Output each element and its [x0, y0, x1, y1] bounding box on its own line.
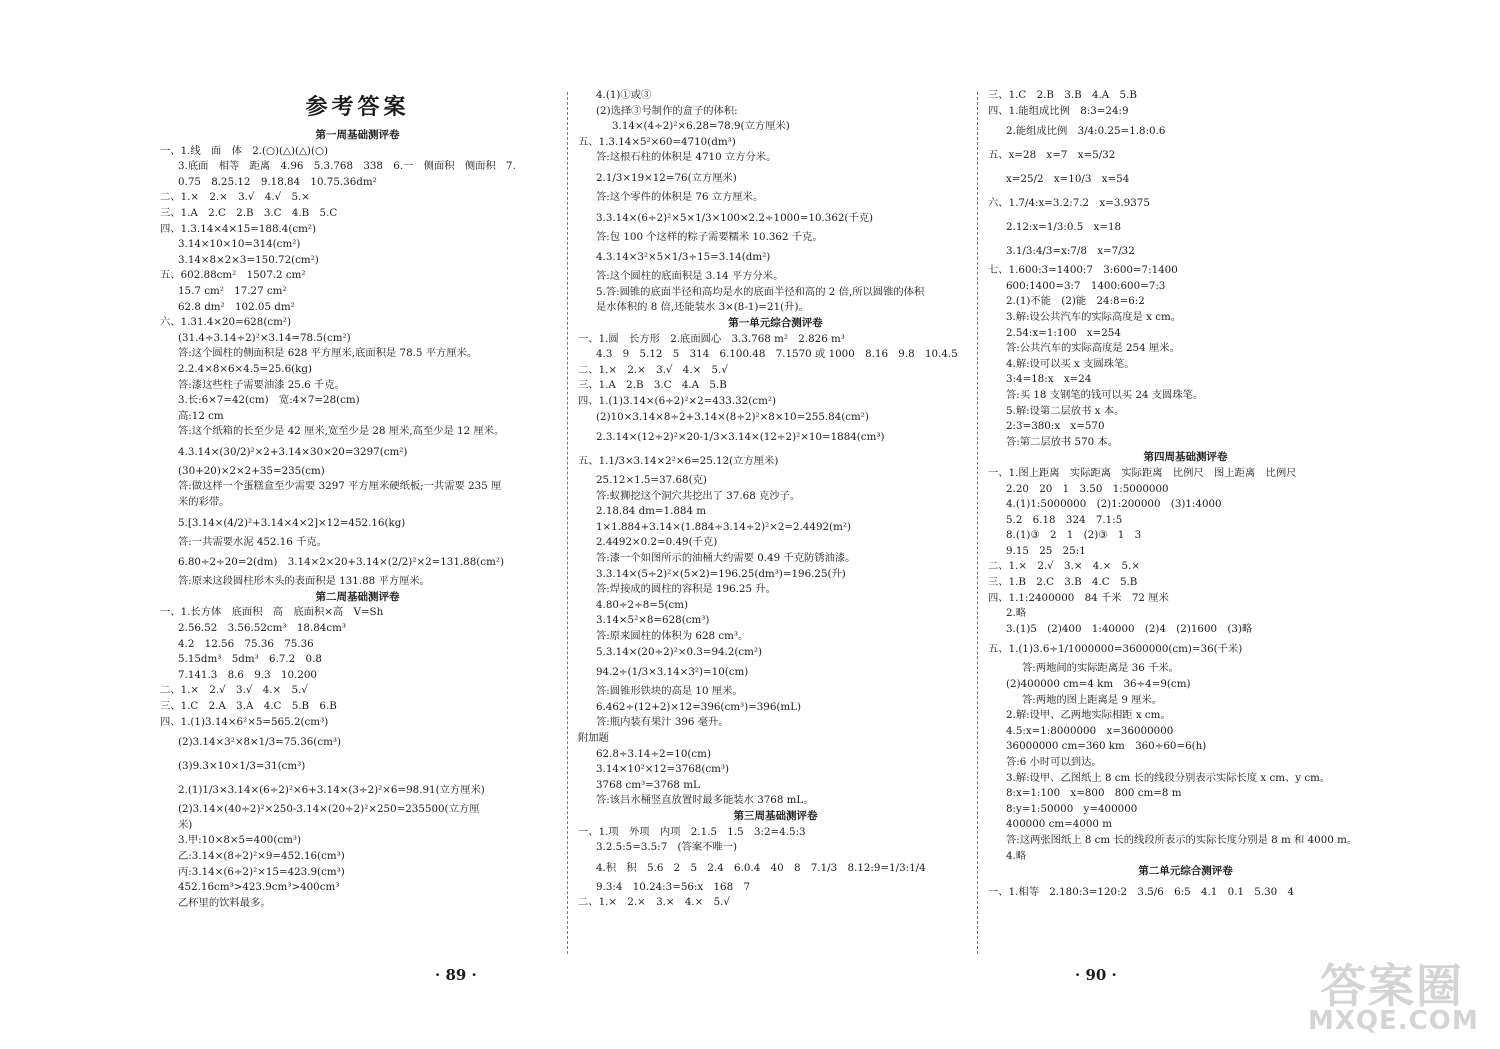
page-title: 参考答案	[305, 95, 410, 120]
answer-line: 5.[3.14×(4/2)²+3.14×4×2]×12=452.16(kg)	[178, 516, 406, 529]
answer-line: 一、1.相等 2.180:3=120:2 3.5/6 6:5 4.1 0.1 5.30 4	[988, 885, 1295, 898]
answer-line: 二、1.× 2.× 3.× 4.× 5.√	[578, 896, 730, 909]
answer-line: 一、1.圆 长方形 2.底面圆心 3.3.768 m² 2.826 m³	[578, 332, 845, 345]
section-heading: 第二周基础测评卷	[315, 590, 400, 603]
answer-line: 答:这根石柱的体积是 4710 立方分米。	[596, 151, 777, 164]
answer-line: 六、1.31.4×20=628(cm²)	[160, 316, 292, 329]
answer-line: 62.8÷3.14÷2=10(cm)	[596, 747, 711, 760]
answer-line: 答:该吕水桶竖直放置时最多能装水 3768 mL。	[596, 794, 814, 807]
answer-line: 五、1.1/3×3.14×2²×6=25.12(立方厘米)	[578, 455, 779, 468]
answer-line: 3.1/3:4/3=x:7/8 x=7/32	[1006, 245, 1135, 258]
answer-line: 二、1.× 2.× 3.√ 4.× 5.√	[578, 363, 728, 376]
answer-line: 五、x=28 x=7 x=5/32	[988, 149, 1116, 162]
answer-line: 三、1.A 2.C 2.B 3.C 4.B 5.C	[160, 206, 338, 219]
answer-line: 8:x=1:100 x=800 800 cm=8 m	[1006, 787, 1182, 800]
answer-line: 2.2.4×8×6×4.5=25.6(kg)	[178, 362, 312, 375]
answer-line: 三、1.C 2.B 3.B 4.A 5.B	[988, 89, 1137, 101]
section-heading: 第三周基础测评卷	[733, 809, 818, 822]
answer-line: 3.14×5²×8=628(cm³)	[596, 614, 710, 627]
answer-line: 答:焊接成的圆柱的容积是 196.25 升。	[596, 583, 776, 596]
section-heading: 第一周基础测评卷	[315, 129, 400, 141]
answer-line: 4.积 积 5.6 2 5 2.4 6.0.4 40 8 7.1/3 8.12:9=1/3:1/4	[596, 861, 926, 874]
answer-line: 3.14×8×2×3=150.72(cm²)	[178, 253, 319, 266]
answer-line: (31.4÷3.14÷2)²×3.14=78.5(cm²)	[178, 331, 351, 344]
answer-line: 9.15 25 25:1	[1006, 544, 1086, 557]
answer-line: 答:6 小时可以到达。	[1006, 756, 1102, 768]
answer-line: 2.4492×0.2=0.49(千克)	[596, 536, 718, 549]
answer-line: 4.(1)①或③	[596, 89, 652, 101]
page-number-left: · 89 ·	[435, 966, 477, 984]
answer-line: 4.3 9 5.12 5 314 6.100.48 7.1570 或 1000 8.16 9.8 10.4.5	[596, 348, 958, 361]
answer-line: 答:这个圆柱的底面积是 3.14 平方分米。	[596, 270, 784, 283]
page-number-right: · 90 ·	[1075, 966, 1117, 984]
answer-line: 七、1.600:3=1400:7 3:600=7:1400	[988, 264, 1178, 277]
answer-line: 4.2 12.56 75.36 75.36	[178, 637, 314, 650]
answer-line: 答:原来这段圆柱形木头的表面积是 131.88 平方厘米。	[178, 575, 430, 588]
answer-line: 米)	[178, 818, 193, 831]
answer-line: 9.3:4 10.24:3=56:x 168 7	[596, 880, 750, 893]
answer-line: 7.141.3 8.6 9.3 10.200	[178, 668, 317, 681]
answer-line: 二、1.× 2.√ 3.√ 4.× 5.√	[160, 684, 308, 697]
answer-line: 3.14×10²×12=3768(cm³)	[596, 763, 730, 776]
answer-line: (2)3.14×(40÷2)²×250-3.14×(20÷2)²×250=235500(立方厘	[178, 803, 480, 816]
answer-line: 三、1.A 2.B 3.C 4.A 5.B	[578, 379, 727, 392]
answer-line: 6.80÷2÷20=2(dm) 3.14×2×20+3.14×(2/2)²×2=131.88(cm²)	[178, 556, 504, 569]
answer-line: (3)9.3×10×1/3=31(cm³)	[178, 760, 306, 773]
answer-line: (2)400000 cm=4 km 36÷4=9(cm)	[1006, 678, 1191, 691]
column-divider	[567, 92, 568, 954]
answer-line: 答:第二层放书 570 本。	[1006, 435, 1119, 448]
answer-line: 四、1.3.14×4×15=188.4(cm²)	[160, 222, 317, 235]
answer-line: 答:漆这些柱子需要油漆 25.6 千克。	[178, 378, 345, 391]
answer-line: 2.能组成比例 3/4:0.25=1.8:0.6	[1006, 125, 1166, 138]
answer-line: 答:原来圆柱的体积为 628 cm³。	[596, 630, 749, 643]
answer-line: (2)3.14×3²×8×1/3=75.36(cm³)	[178, 736, 341, 749]
answer-column-right	[988, 88, 1383, 904]
answer-line: 2.12:x=1/3:0.5 x=18	[1006, 221, 1122, 234]
answer-line: 3.(1)5 (2)400 1:40000 (2)4 (2)1600 (3)略	[1006, 622, 1253, 635]
answer-line: 答:这个圆柱的侧面积是 628 平方厘米,底面积是 78.5 平方厘米。	[178, 347, 478, 360]
answer-line: 答:买 18 支钢笔的钱可以买 24 支圆珠笔。	[1006, 388, 1204, 401]
answer-line: 三、1.B 2.C 3.B 4.C 5.B	[988, 576, 1138, 589]
answer-line: 答:包 100 个这样的粽子需要糯米 10.362 千克。	[596, 230, 823, 243]
answer-line: 8.(1)③ 2 1 (2)③ 1 3	[1006, 529, 1142, 542]
answer-line: (2)10×3.14×8÷2+3.14×(8÷2)²×8×10=255.84(cm²)	[596, 410, 869, 423]
answer-line: 3.解:设甲、乙图纸上 8 cm 长的线段分别表示实际长度 x cm、y cm。	[1006, 771, 1331, 784]
answer-line: 2.(1)1/3×3.14×(6÷2)²×6+3.14×(3÷2)²×6=98.91(立方厘米)	[178, 784, 485, 797]
answer-line: 0.75 8.25.12 9.18.84 10.75.36dm²	[178, 175, 377, 188]
answer-line: 15.7 cm² 17.27 cm²	[178, 284, 287, 297]
answer-line: 一、1.线 面 体 2.(○)(△)(△)(○)	[160, 144, 328, 157]
answer-line: 附加题	[578, 732, 609, 744]
answer-line: 六、1.7/4:x=3.2:7.2 x=3.9375	[988, 197, 1150, 210]
watermark-url: MXQE.COM	[1308, 1006, 1479, 1036]
answer-line: 3.甲:10×8×5=400(cm³)	[178, 834, 302, 847]
answer-line: 4.略	[1006, 849, 1027, 862]
answer-line: 一、1.图上距离 实际距离 实际距离 比例尺 图上距离 比例尺	[988, 466, 1297, 479]
answer-line: 一、1.长方体 底面积 高 底面积×高 V=Sh	[160, 606, 384, 619]
answer-line: 2.56.52 3.56.52cm³ 18.84cm³	[178, 622, 346, 635]
answer-line: 2.略	[1006, 607, 1027, 620]
answer-line: 4.3.14×(30/2)²×2+3.14×30×20=3297(cm²)	[178, 445, 408, 458]
column-divider	[977, 92, 978, 954]
answer-line: 答:瓶内装有果汁 396 毫升。	[596, 716, 729, 729]
answer-line: 5.3.14×(20÷2)²×0.3=94.2(cm²)	[596, 645, 763, 658]
answer-line: 5.2 6.18 324 7.1:5	[1006, 513, 1123, 526]
answer-column-left	[160, 88, 555, 911]
answer-line: 2.18.84 dm=1.884 m	[596, 505, 707, 518]
section-heading: 第四周基础测评卷	[1143, 451, 1228, 464]
answer-line: 2:3=380:x x=570	[1006, 420, 1105, 433]
answer-line: 8:y=1:50000 y=400000	[1006, 802, 1138, 815]
watermark-logo	[1300, 950, 1490, 1040]
answer-line: 四、1.能组成比例 8:3=24:9	[988, 104, 1129, 117]
answer-line: 四、1.1:2400000 84 千米 72 厘米	[988, 591, 1169, 604]
answer-line: x=25/2 x=10/3 x=54	[1006, 173, 1130, 186]
answer-line: 4.80÷2÷8=5(cm)	[596, 598, 689, 611]
answer-line: 答:一共需要水泥 452.16 千克。	[178, 535, 328, 548]
answer-line: 3.3.14×(5÷2)²×(5×2)=196.25(dm³)=196.25(升)	[596, 567, 846, 580]
answer-line: 3.解:设公共汽车的实际高度是 x cm。	[1006, 310, 1182, 323]
answer-line: 2.(1)不能 (2)能 24:8=6:2	[1006, 295, 1145, 308]
answer-line: 答:两地的图上距离是 9 厘米。	[1022, 693, 1163, 706]
answer-line: 452.16cm³>423.9cm³>400cm³	[178, 881, 340, 894]
answer-line: 3.14×(4÷2)²×6.28=78.9(立方厘米)	[612, 120, 790, 133]
answer-line: 1×1.884+3.14×(1.884÷3.14÷2)²×2=2.4492(m²)	[596, 520, 851, 533]
answer-line: 乙:3.14×(8÷2)²×9=452.16(cm³)	[178, 849, 345, 862]
answer-line: 3768 cm³=3768 mL	[596, 778, 700, 791]
answer-line: 三、1.C 2.A 3.A 4.C 5.B 6.B	[160, 700, 337, 712]
answer-line: 36000000 cm=360 km 360÷60=6(h)	[1006, 740, 1207, 753]
answer-line: 4.解:设可以买 x 支圆珠笔。	[1006, 357, 1135, 370]
answer-line: 94.2÷(1/3×3.14×3²)=10(cm)	[596, 666, 749, 679]
watermark-text: 答案圈	[1320, 959, 1464, 1013]
answer-line: 4.(1)1:5000000 (2)1:200000 (3)1:4000	[1006, 498, 1222, 511]
answer-line: 6.462÷(12+2)×12=396(cm³)=396(mL)	[596, 700, 802, 713]
answer-line: 四、1.(1)3.14×6²×5=565.2(cm³)	[160, 715, 329, 728]
answer-line: 答:圆锥形铁块的高是 10 厘米。	[596, 685, 743, 698]
answer-line: 3.2.5:5=3.5:7 (答案不唯一)	[596, 841, 738, 854]
section-heading: 第一单元综合测评卷	[728, 316, 823, 329]
answer-line: 5.15dm³ 5dm³ 6.7.2 0.8	[178, 653, 322, 666]
answer-line: 3.3.14×(6÷2)²×5×1/3×100×2.2÷1000=10.362(千克)	[596, 211, 874, 224]
answer-line: 五、1.3.14×5²×60=4710(dm³)	[578, 135, 736, 148]
answer-line: 3.底面 相等 距离 4.96 5.3.768 338 6.一 侧面积 侧面积 7.	[178, 160, 516, 173]
answer-line: 4.5:x=1:8000000 x=36000000	[1006, 724, 1174, 737]
answer-line: 答:蚁狮挖这个洞穴共挖出了 37.68 克沙子。	[596, 489, 801, 502]
answer-column-middle	[578, 88, 973, 911]
section-heading: 第二单元综合测评卷	[1138, 865, 1233, 878]
answer-line: 高:12 cm	[178, 409, 224, 422]
answer-line: 2.54:x=1:100 x=254	[1006, 326, 1121, 339]
answer-line: 2.1/3×19×12=76(立方厘米)	[596, 171, 737, 184]
answer-line: 2.3.14×(12÷2)²×20-1/3×3.14×(12÷2)²×10=1884(cm³)	[596, 431, 885, 444]
answer-line: 五、1.(1)3.6÷1/1000000=3600000(cm)=36(千米)	[988, 643, 1243, 656]
answer-line: 答:做这样一个蛋糕盒至少需要 3297 平方厘米硬纸板;一共需要 235 厘	[178, 480, 502, 493]
answer-line: 乙杯里的饮料最多。	[178, 896, 271, 909]
answer-line: 答:漆一个如图所示的油桶大约需要 0.49 千克防锈油漆。	[596, 552, 856, 565]
answer-line: 2.20 20 1 3.50 1:5000000	[1006, 482, 1169, 495]
answer-line: 2.解:设甲、乙两地实际相距 x cm。	[1006, 709, 1171, 722]
answer-line: 答:两地间的实际距离是 36 千米。	[1022, 662, 1179, 675]
answer-line: 五、602.88cm² 1507.2 cm²	[160, 269, 306, 282]
answer-line: (30+20)×2×2+35=235(cm)	[178, 464, 325, 477]
answer-line: 5.解:设第二层放书 x 本。	[1006, 404, 1125, 417]
answer-line: 400000 cm=4000 m	[1006, 818, 1112, 831]
answer-line: 5.答:圆锥的底面半径和高均是水的底面半径和高的 2 倍,所以圆锥的体积	[596, 285, 925, 298]
answer-line: 3.14×10×10=314(cm²)	[178, 238, 301, 251]
answer-line: 米的彩带。	[178, 496, 230, 509]
answer-line: 62.8 dm² 102.05 dm²	[178, 300, 295, 313]
answer-line: 丙:3.14×(6÷2)²×15=423.9(cm³)	[178, 865, 345, 878]
answer-line: 是水体积的 8 倍,还能装水 3×(8-1)=21(升)。	[596, 301, 809, 314]
answer-line: (2)选择③号制作的盒子的体积:	[596, 104, 738, 117]
answer-line: 答:公共汽车的实际高度是 254 厘米。	[1006, 342, 1180, 355]
answer-line: 一、1.项 外项 内项 2.1.5 1.5 3:2=4.5:3	[578, 825, 806, 838]
answer-line: 4.3.14×3²×5×1/3÷15=3.14(dm²)	[596, 251, 771, 264]
answer-line: 四、1.(1)3.14×(6÷2)²×2=433.32(cm²)	[578, 394, 776, 407]
answer-line: 3.长:6×7=42(cm) 宽:4×7=28(cm)	[178, 394, 360, 407]
answer-line: 600:1400=3:7 1400:600=7:3	[1006, 279, 1166, 292]
answer-line: 二、1.× 2.√ 3.× 4.× 5.×	[988, 560, 1140, 573]
answer-line: 答:这两张图纸上 8 cm 长的线段所表示的实际长度分别是 8 m 和 4000 m。	[1006, 833, 1358, 846]
answer-line: 3:4=18:x x=24	[1006, 373, 1092, 386]
answer-line: 答:这个纸箱的长至少是 42 厘米,宽至少是 28 厘米,高至少是 12 厘米。	[178, 425, 505, 438]
answer-line: 答:这个零件的体积是 76 立方厘米。	[596, 190, 764, 203]
answer-line: 25.12×1.5=37.68(克)	[596, 474, 707, 487]
answer-line: 二、1.× 2.× 3.√ 4.√ 5.×	[160, 191, 310, 204]
